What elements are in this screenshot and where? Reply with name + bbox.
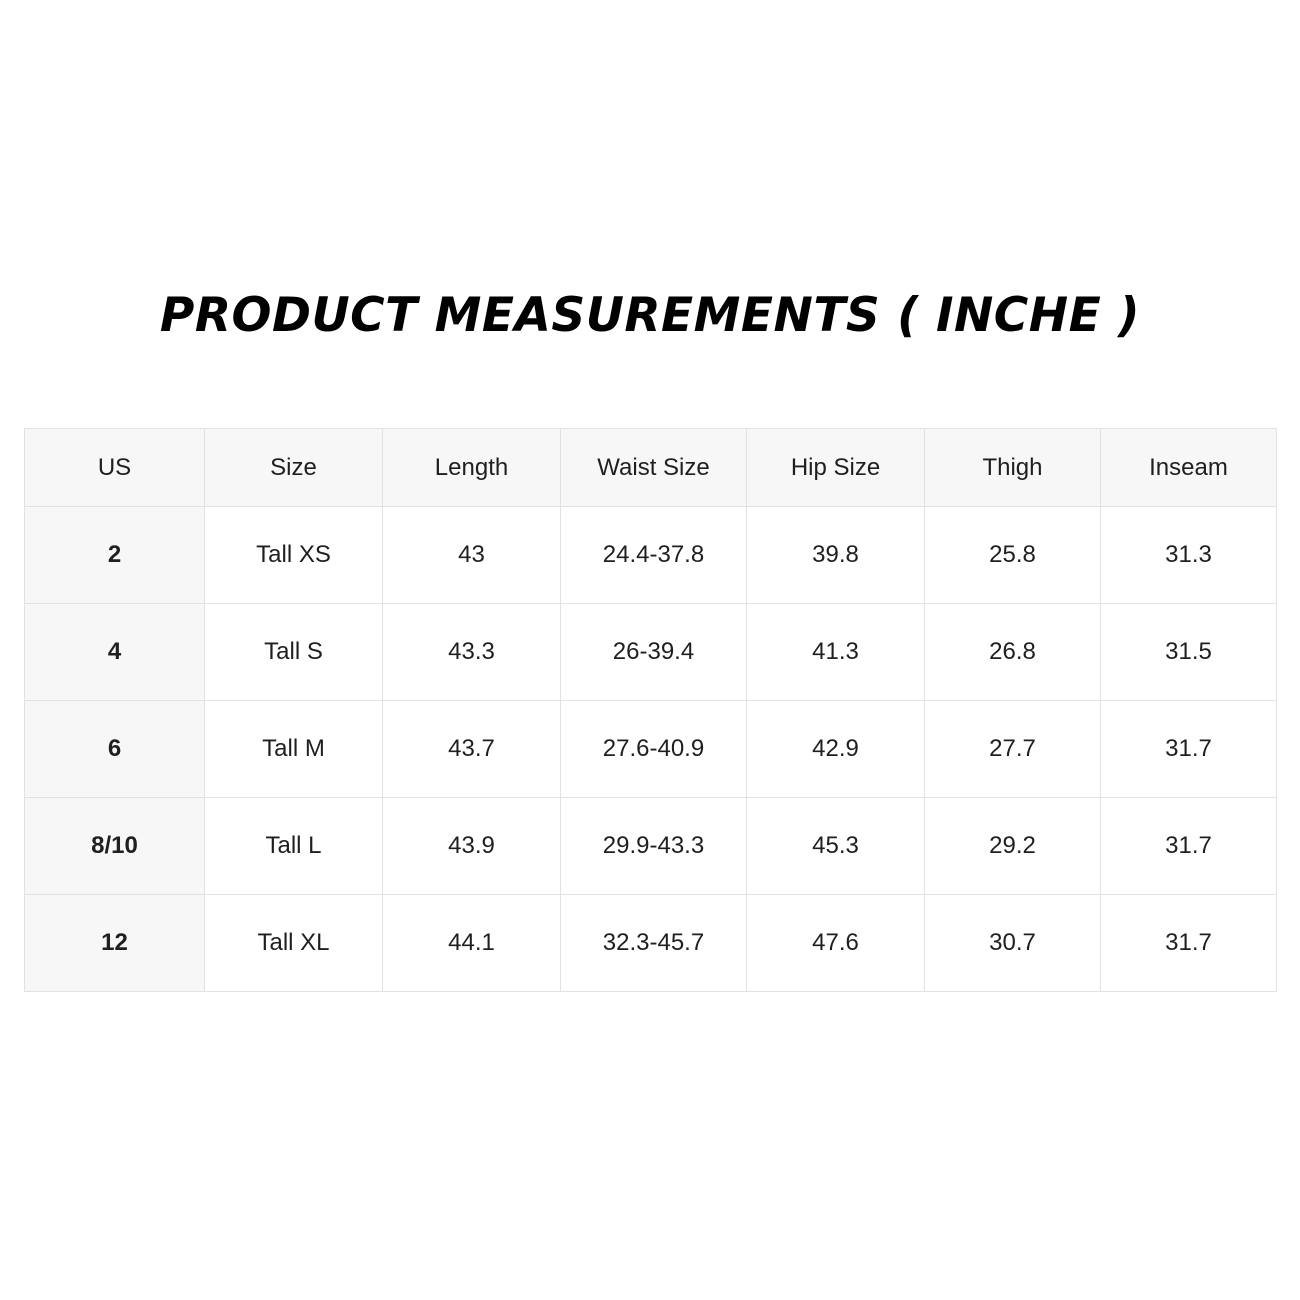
column-header-length: Length: [383, 429, 561, 507]
measurements-table-container: [24, 428, 1276, 992]
cell-length: 44.1: [383, 895, 561, 992]
cell-thigh: 25.8: [925, 507, 1101, 604]
cell-length: 43.7: [383, 701, 561, 798]
cell-waist-size: 27.6-40.9: [561, 701, 747, 798]
cell-us: 2: [25, 507, 205, 604]
cell-waist-size: 32.3-45.7: [561, 895, 747, 992]
column-header-inseam: Inseam: [1101, 429, 1277, 507]
cell-hip-size: 39.8: [747, 507, 925, 604]
cell-size: Tall XS: [205, 507, 383, 604]
table-header-row: [25, 429, 1277, 507]
cell-waist-size: 26-39.4: [561, 604, 747, 701]
cell-inseam: 31.7: [1101, 701, 1277, 798]
measurements-table: [24, 428, 1277, 992]
table-row: [25, 604, 1277, 701]
cell-inseam: 31.7: [1101, 895, 1277, 992]
cell-waist-size: 24.4-37.8: [561, 507, 747, 604]
column-header-us: US: [25, 429, 205, 507]
table-header: [25, 429, 1277, 507]
cell-inseam: 31.5: [1101, 604, 1277, 701]
cell-hip-size: 41.3: [747, 604, 925, 701]
table-body: [25, 507, 1277, 992]
cell-thigh: 29.2: [925, 798, 1101, 895]
cell-inseam: 31.7: [1101, 798, 1277, 895]
cell-size: Tall S: [205, 604, 383, 701]
cell-length: 43.3: [383, 604, 561, 701]
cell-thigh: 30.7: [925, 895, 1101, 992]
cell-thigh: 26.8: [925, 604, 1101, 701]
table-row: [25, 701, 1277, 798]
table-row: [25, 507, 1277, 604]
column-header-hip-size: Hip Size: [747, 429, 925, 507]
cell-us: 4: [25, 604, 205, 701]
cell-size: Tall L: [205, 798, 383, 895]
cell-length: 43.9: [383, 798, 561, 895]
cell-size: Tall XL: [205, 895, 383, 992]
cell-hip-size: 42.9: [747, 701, 925, 798]
cell-waist-size: 29.9-43.3: [561, 798, 747, 895]
table-row: [25, 895, 1277, 992]
cell-us: 12: [25, 895, 205, 992]
column-header-waist-size: Waist Size: [561, 429, 747, 507]
column-header-size: Size: [205, 429, 383, 507]
table-row: [25, 798, 1277, 895]
cell-size: Tall M: [205, 701, 383, 798]
cell-length: 43: [383, 507, 561, 604]
page-title: PRODUCT MEASUREMENTS ( INCHE ): [159, 288, 1141, 343]
cell-hip-size: 47.6: [747, 895, 925, 992]
column-header-thigh: Thigh: [925, 429, 1101, 507]
cell-thigh: 27.7: [925, 701, 1101, 798]
cell-us: 8/10: [25, 798, 205, 895]
cell-us: 6: [25, 701, 205, 798]
cell-inseam: 31.3: [1101, 507, 1277, 604]
cell-hip-size: 45.3: [747, 798, 925, 895]
